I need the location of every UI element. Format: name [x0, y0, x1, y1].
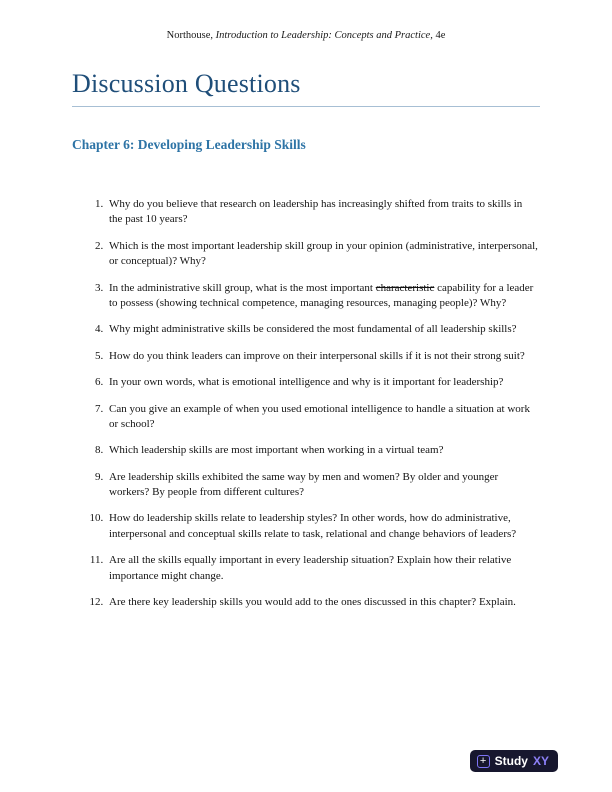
- question-item: [106, 349, 540, 364]
- running-header: [72, 30, 540, 41]
- page-title: Discussion Questions: [72, 69, 540, 107]
- running-header-edition: , 4e: [430, 30, 446, 41]
- question-item: [106, 322, 540, 337]
- logo-text-study: Study: [494, 754, 528, 768]
- question-item: [106, 470, 540, 501]
- question-text: Which is the most important leadership skill group in your opinion (administrative, interpersonal, or conceptual)? Why?: [109, 239, 538, 268]
- question-text: Why do you believe that research on leadership has increasingly shifted from traits to skills in the past 10 years?: [109, 198, 523, 226]
- question-text: In your own words, what is emotional intelligence and why is it important for leadership?: [109, 376, 504, 389]
- plus-icon: +: [477, 755, 490, 768]
- question-item: [106, 239, 540, 270]
- question-item: [106, 553, 540, 584]
- question-item: [106, 281, 540, 312]
- question-text: Are all the skills equally important in every leadership situation? Explain how their relative importance might change.: [109, 554, 512, 582]
- question-item: [106, 511, 540, 542]
- question-item: [106, 443, 540, 458]
- question-text-struck: characteristic: [375, 281, 435, 294]
- running-header-book-title: Introduction to Leadership: Concepts and Practice: [215, 30, 431, 41]
- question-item: [106, 197, 540, 228]
- question-item: [106, 595, 540, 610]
- question-text: In the administrative skill group, what is the most important: [109, 281, 376, 294]
- question-text: How do leadership skills relate to leadership styles? In other words, how do administrative, interpersonal and conceptual skills relate to task, relational and change behaviors of leaders?: [109, 512, 517, 540]
- question-list: [72, 197, 540, 610]
- studyxy-logo: [470, 750, 558, 772]
- question-item: [106, 375, 540, 390]
- question-text: Can you give an example of when you used emotional intelligence to handle a situation at work or school?: [109, 402, 530, 430]
- question-text: Why might administrative skills be considered the most fundamental of all leadership skills?: [109, 323, 517, 336]
- question-text: capability for a leader to possess (showing technical competence, managing resources, managing people)? Why?: [109, 281, 534, 309]
- running-header-author: Northouse,: [166, 30, 216, 41]
- question-text: Which leadership skills are most important when working in a virtual team?: [109, 444, 444, 457]
- question-item: [106, 402, 540, 433]
- question-text: How do you think leaders can improve on their interpersonal skills if it is not their strong suit?: [109, 349, 525, 362]
- question-text: Are there key leadership skills you would add to the ones discussed in this chapter? Explain.: [109, 596, 516, 609]
- chapter-heading: Chapter 6: Developing Leadership Skills: [72, 137, 306, 152]
- logo-text-xy: XY: [532, 754, 549, 768]
- question-text: Are leadership skills exhibited the same way by men and women? By older and younger workers? By people from different cultures?: [109, 470, 499, 499]
